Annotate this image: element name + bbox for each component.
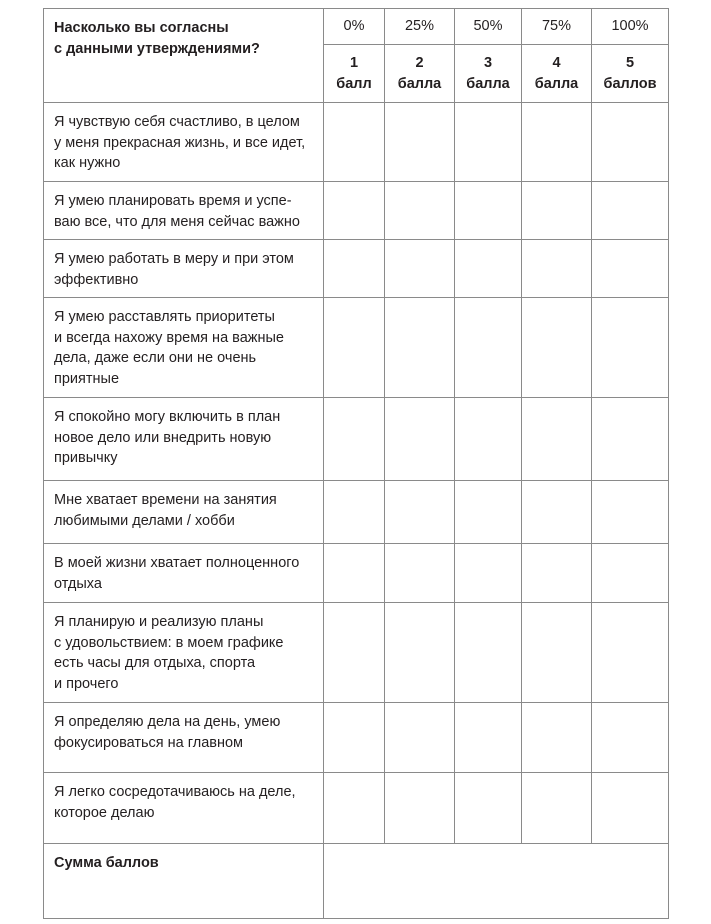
statement-line: Я планирую и реализую планы <box>54 614 264 630</box>
statement-line: Я определяю дела на день, умею <box>54 714 281 730</box>
statement-line: Я умею расставлять приоритеты <box>54 309 275 325</box>
statement-line: и прочего <box>54 675 119 692</box>
survey-table <box>43 8 669 919</box>
statement-line: ваю все, что для меня сейчас важно <box>54 213 300 230</box>
points-number: 1 <box>349 55 359 71</box>
statement-line: Я умею планировать время и успе- <box>54 193 292 209</box>
points-word: балла <box>397 75 442 92</box>
scale-points-5 <box>592 45 669 103</box>
statement-row <box>44 103 669 182</box>
points-number: 3 <box>483 55 493 71</box>
statement-line: новое дело или внедрить новую <box>54 429 272 446</box>
question-header-line: с данными утверждениями? <box>54 40 260 57</box>
score-cell-1[interactable] <box>324 703 385 773</box>
score-cell-3[interactable] <box>455 481 522 544</box>
statement-line: приятные <box>54 370 120 387</box>
statement-line: у меня прекрасная жизнь, и все идет, <box>54 134 306 151</box>
statement-line: Я умею работать в меру и при этом <box>54 251 294 267</box>
score-cell-5[interactable] <box>592 544 669 603</box>
question-header <box>44 9 324 103</box>
score-cell-2[interactable] <box>385 481 455 544</box>
statement-row <box>44 182 669 240</box>
sum-label: Сумма баллов <box>44 844 324 919</box>
score-cell-2[interactable] <box>385 703 455 773</box>
header-row-percent <box>44 9 669 45</box>
points-word: балла <box>466 75 510 92</box>
statement-line: и всегда нахожу время на важные <box>54 329 284 346</box>
score-cell-4[interactable] <box>522 103 592 182</box>
score-cell-2[interactable] <box>385 398 455 481</box>
score-cell-5[interactable] <box>592 240 669 298</box>
score-cell-3[interactable] <box>455 103 522 182</box>
statement-line: есть часы для отдыха, спорта <box>54 655 256 671</box>
statement-line: дела, даже если они не очень <box>54 350 257 366</box>
statement-text <box>44 103 324 182</box>
scale-percent-25: 25% <box>385 9 455 45</box>
score-cell-1[interactable] <box>324 481 385 544</box>
score-cell-4[interactable] <box>522 603 592 703</box>
score-cell-4[interactable] <box>522 773 592 844</box>
statement-line: с удовольствием: в моем графике <box>54 634 284 651</box>
score-cell-2[interactable] <box>385 544 455 603</box>
score-cell-5[interactable] <box>592 603 669 703</box>
statement-text <box>44 398 324 481</box>
score-cell-5[interactable] <box>592 182 669 240</box>
statement-text <box>44 544 324 603</box>
scale-points-1 <box>324 45 385 103</box>
scale-points-2 <box>385 45 455 103</box>
points-word: балл <box>336 75 372 92</box>
score-cell-2[interactable] <box>385 182 455 240</box>
statement-row <box>44 603 669 703</box>
score-cell-1[interactable] <box>324 544 385 603</box>
points-word: баллов <box>603 75 657 92</box>
statement-row <box>44 481 669 544</box>
score-cell-1[interactable] <box>324 182 385 240</box>
score-cell-2[interactable] <box>385 240 455 298</box>
scale-points-3 <box>455 45 522 103</box>
statement-line: привычку <box>54 450 118 466</box>
statement-line: как нужно <box>54 155 121 171</box>
score-cell-4[interactable] <box>522 298 592 398</box>
score-cell-1[interactable] <box>324 298 385 398</box>
statement-line: которое делаю <box>54 804 155 821</box>
scale-percent-50: 50% <box>455 9 522 45</box>
scale-percent-0: 0% <box>324 9 385 45</box>
statement-row <box>44 544 669 603</box>
statement-text <box>44 240 324 298</box>
score-cell-3[interactable] <box>455 773 522 844</box>
statement-text <box>44 773 324 844</box>
points-number: 2 <box>415 55 424 71</box>
score-cell-1[interactable] <box>324 773 385 844</box>
score-cell-4[interactable] <box>522 240 592 298</box>
statement-line: Я легко сосредотачиваюсь на деле, <box>54 784 296 800</box>
statement-text <box>44 703 324 773</box>
score-cell-5[interactable] <box>592 481 669 544</box>
score-cell-2[interactable] <box>385 773 455 844</box>
score-cell-3[interactable] <box>455 240 522 298</box>
statement-line: Мне хватает времени на занятия <box>54 492 277 508</box>
statement-row <box>44 240 669 298</box>
score-cell-2[interactable] <box>385 298 455 398</box>
score-cell-5[interactable] <box>592 298 669 398</box>
points-number: 5 <box>625 55 635 71</box>
score-cell-5[interactable] <box>592 103 669 182</box>
points-number: 4 <box>552 55 561 71</box>
score-cell-1[interactable] <box>324 103 385 182</box>
scale-percent-100: 100% <box>592 9 669 45</box>
points-word: балла <box>534 75 579 92</box>
score-cell-4[interactable] <box>522 481 592 544</box>
statement-row <box>44 298 669 398</box>
sum-value-cell[interactable] <box>324 844 669 919</box>
score-cell-3[interactable] <box>455 603 522 703</box>
score-cell-3[interactable] <box>455 703 522 773</box>
question-header-line: Насколько вы согласны <box>54 20 229 36</box>
score-cell-4[interactable] <box>522 398 592 481</box>
score-cell-4[interactable] <box>522 703 592 773</box>
score-cell-4[interactable] <box>522 544 592 603</box>
statement-row <box>44 773 669 844</box>
statement-text <box>44 603 324 703</box>
score-cell-1[interactable] <box>324 240 385 298</box>
score-cell-3[interactable] <box>455 544 522 603</box>
statement-line: Я спокойно могу включить в план <box>54 409 281 425</box>
score-cell-1[interactable] <box>324 398 385 481</box>
score-cell-3[interactable] <box>455 182 522 240</box>
score-cell-2[interactable] <box>385 603 455 703</box>
score-cell-4[interactable] <box>522 182 592 240</box>
statement-text <box>44 182 324 240</box>
sum-row <box>44 844 669 919</box>
statement-line: Я чувствую себя счастливо, в целом <box>54 114 300 130</box>
scale-points-4 <box>522 45 592 103</box>
statement-text <box>44 298 324 398</box>
score-cell-5[interactable] <box>592 398 669 481</box>
score-cell-2[interactable] <box>385 103 455 182</box>
statement-line: В моей жизни хватает полноценного <box>54 555 300 571</box>
statement-line: фокусироваться на главном <box>54 734 244 751</box>
score-cell-5[interactable] <box>592 703 669 773</box>
score-cell-3[interactable] <box>455 398 522 481</box>
statement-row <box>44 703 669 773</box>
statement-text <box>44 481 324 544</box>
statement-line: отдыха <box>54 575 102 592</box>
statement-line: эффективно <box>54 271 139 288</box>
score-cell-1[interactable] <box>324 603 385 703</box>
scale-percent-75: 75% <box>522 9 592 45</box>
score-cell-5[interactable] <box>592 773 669 844</box>
statement-row <box>44 398 669 481</box>
statement-line: любимыми делами / хобби <box>54 512 235 529</box>
score-cell-3[interactable] <box>455 298 522 398</box>
